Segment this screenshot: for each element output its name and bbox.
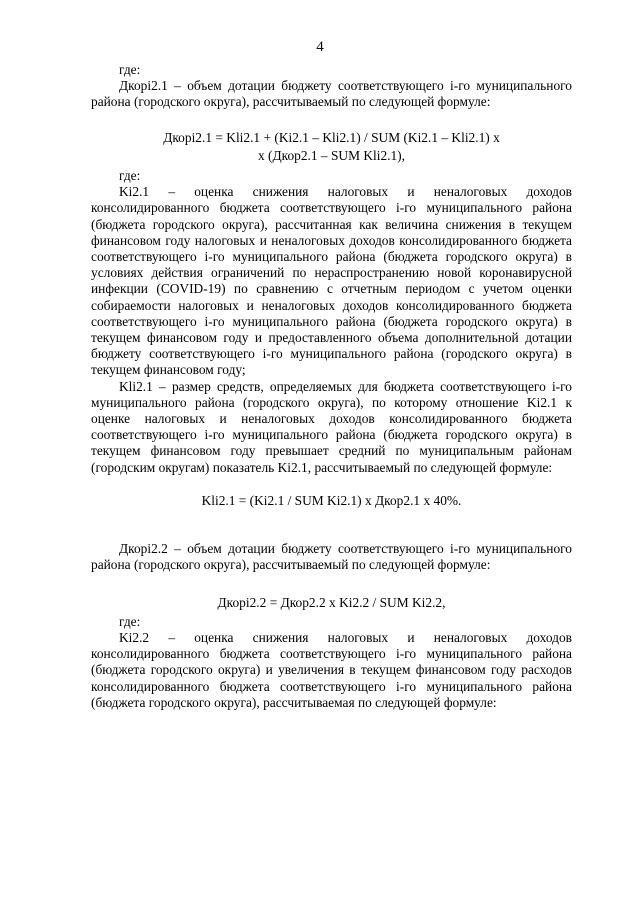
page-number: 4 (316, 39, 324, 55)
formula-kli21: Kli2.1 = (Ki2.1 / SUM Ki2.1) x Дкор2.1 x 40%. (201, 492, 462, 508)
paragraph-ki22-definition: Ki2.2 – оценка снижения налоговых и неналоговых доходов консолидированного бюджета соответствующего i-го муниципального района (бюджета городского округа) и увеличения в текущем финансовом году расходов консолидированного бюджета соответствующего i-го муниципального района (бюджета городского округа), рассчитываемая по следующей формуле: (91, 629, 572, 710)
where-label: где: (119, 168, 141, 184)
paragraph-dkor22-definition: Дкорi2.2 – объем дотации бюджету соответствующего i-го муниципального района (городского округа), рассчитываемый по следующей формуле: (91, 541, 572, 573)
formula-dkor21-line1: Дкорi2.1 = Kli2.1 + (Ki2.1 – Kli2.1) / SUM (Ki2.1 – Kli2.1) x (163, 129, 500, 145)
where-label: где: (119, 613, 141, 629)
formula-dkor21-line2: x (Дкор2.1 – SUM Kli2.1), (257, 147, 405, 163)
formula-dkor22: Дкорi2.2 = Дкор2.2 x Ki2.2 / SUM Ki2.2, (217, 595, 446, 611)
paragraph-ki21-definition: Ki2.1 – оценка снижения налоговых и неналоговых доходов консолидированного бюджета соответствующего i-го муниципального района (бюджета городского округа), рассчитанная как величина снижения в текущем финансовом году налоговых и неналоговых доходов консолидированного бюджета соответствующего i-го муниципального района (бюджета городского округа) в условиях действия ограничений по нераспространению новой коронавирусной инфекции (COVID-19) по сравнению с отчетным периодом с учетом оценки собираемости налоговых и неналоговых доходов консолидированного бюджета соответствующего i-го муниципального района (бюджета городского округа) в текущем финансовом году и предоставленного объема дополнительной дотации бюджету соответствующего i-го муниципального района (городского округа) в текущем финансовом году; (91, 184, 572, 378)
document-body (91, 62, 572, 711)
paragraph-dkor21-definition: Дкорi2.1 – объем дотации бюджету соответствующего i-го муниципального района (городского округа), рассчитываемый по следующей формуле: (91, 78, 572, 110)
paragraph-kli21-definition: Kli2.1 – размер средств, определяемых для бюджета соответствующего i-го муниципального района (городского округа), по которому отношение Ki2.1 к оценке налоговых и неналоговых доходов консолидированного бюджета соответствующего i-го муниципального района (бюджета городского округа) в текущем финансовом году превышает средний по муниципальным районам (городским округам) показатель Ki2.1, рассчитываемый по следующей формуле: (91, 378, 572, 475)
where-label: где: (119, 62, 141, 77)
